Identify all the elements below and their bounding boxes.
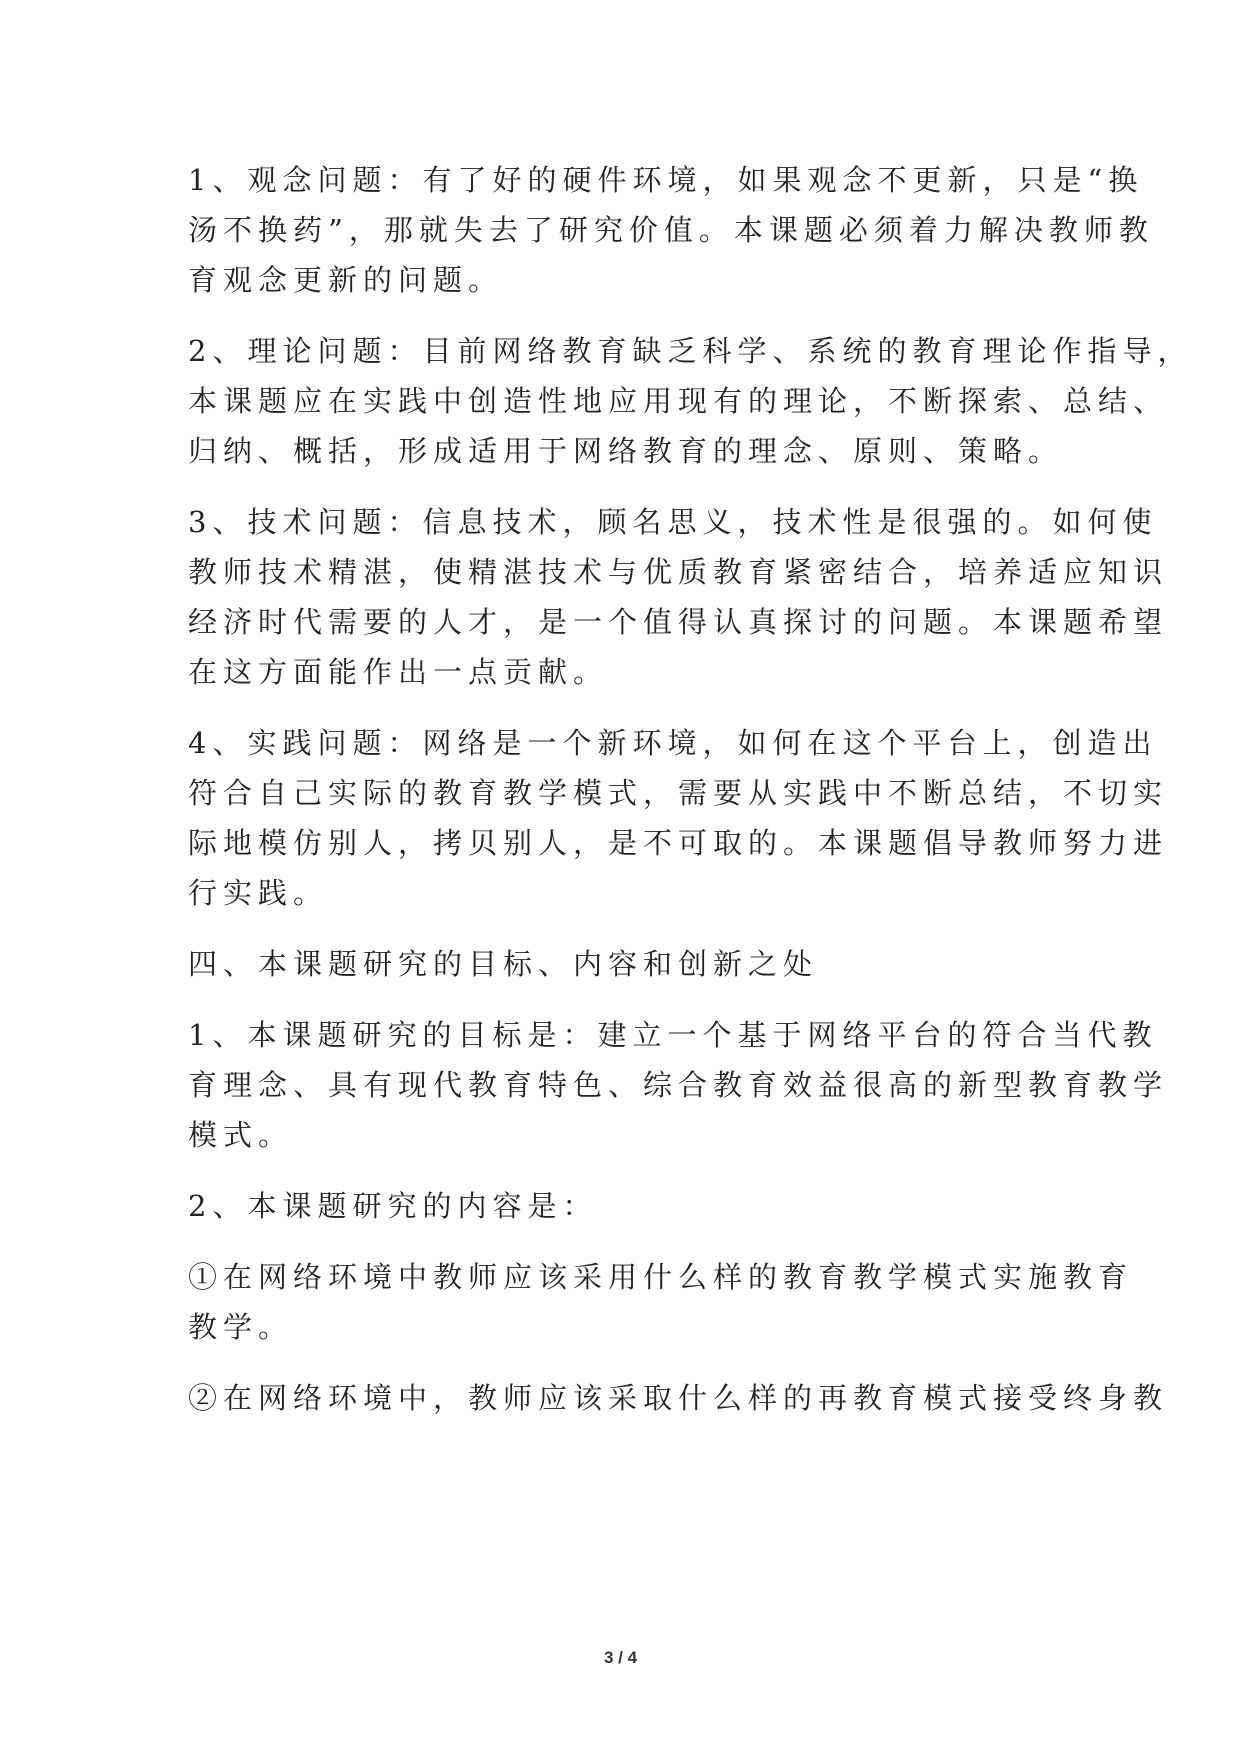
paragraph-item-2 xyxy=(188,1373,1169,1423)
text-line: 2、本课题研究的内容是： xyxy=(188,1189,598,1223)
text-line: 4、实践问题：网络是一个新环境，如何在这个平台上，创造出 xyxy=(188,726,1158,760)
paragraph-practice-issue xyxy=(188,718,1169,918)
text-line: 1、观念问题：有了好的硬件环境，如果观念不更新，只是“换 xyxy=(188,163,1144,197)
text-line: 育理念、具有现代教育特色、综合教育效益很高的新型教育教学 xyxy=(188,1068,1169,1102)
text-line: 育观念更新的问题。 xyxy=(188,263,504,297)
text-line: 2、理论问题：目前网络教育缺乏科学、系统的教育理论作指导， xyxy=(188,334,1193,368)
paragraph-theory-issue xyxy=(188,326,1193,476)
text-line: 教师技术精湛，使精湛技术与优质教育紧密结合，培养适应知识 xyxy=(188,555,1169,589)
text-line: 经济时代需要的人才，是一个值得认真探讨的问题。本课题希望 xyxy=(188,605,1169,639)
paragraph-concept-issue xyxy=(188,155,1154,305)
text-line: 汤不换药”，那就失去了研究价值。本课题必须着力解决教师教 xyxy=(188,213,1154,247)
text-line: ①在网络环境中教师应该采用什么样的教育教学模式实施教育 xyxy=(188,1260,1134,1294)
page-content xyxy=(188,155,1193,1423)
text-line: 模式。 xyxy=(188,1118,294,1152)
text-line: 四、本课题研究的目标、内容和创新之处 xyxy=(188,947,819,981)
text-line: 3、技术问题：信息技术，顾名思义，技术性是很强的。如何使 xyxy=(188,505,1158,539)
section-heading xyxy=(188,939,1068,989)
text-line: 际地模仿别人，拷贝别人，是不可取的。本课题倡导教师努力进 xyxy=(188,826,1169,860)
paragraph-item-1 xyxy=(188,1252,1134,1352)
text-line: 归纳、概括，形成适用于网络教育的理念、原则、策略。 xyxy=(188,434,1064,468)
paragraph-research-content xyxy=(188,1181,1068,1231)
text-line: 教学。 xyxy=(188,1310,294,1344)
text-line: 行实践。 xyxy=(188,876,329,910)
text-line: 本课题应在实践中创造性地应用现有的理论，不断探索、总结、 xyxy=(188,384,1169,418)
paragraph-technology-issue xyxy=(188,497,1169,697)
text-line: 符合自己实际的教育教学模式，需要从实践中不断总结，不切实 xyxy=(188,776,1169,810)
text-line: ②在网络环境中，教师应该采取什么样的再教育模式接受终身教 xyxy=(188,1381,1169,1415)
text-line: 在这方面能作出一点贡献。 xyxy=(188,655,609,689)
page-number: 3 / 4 xyxy=(603,1648,638,1667)
text-line: 1、本课题研究的目标是：建立一个基于网络平台的符合当代教 xyxy=(188,1018,1158,1052)
paragraph-research-goal xyxy=(188,1010,1169,1160)
